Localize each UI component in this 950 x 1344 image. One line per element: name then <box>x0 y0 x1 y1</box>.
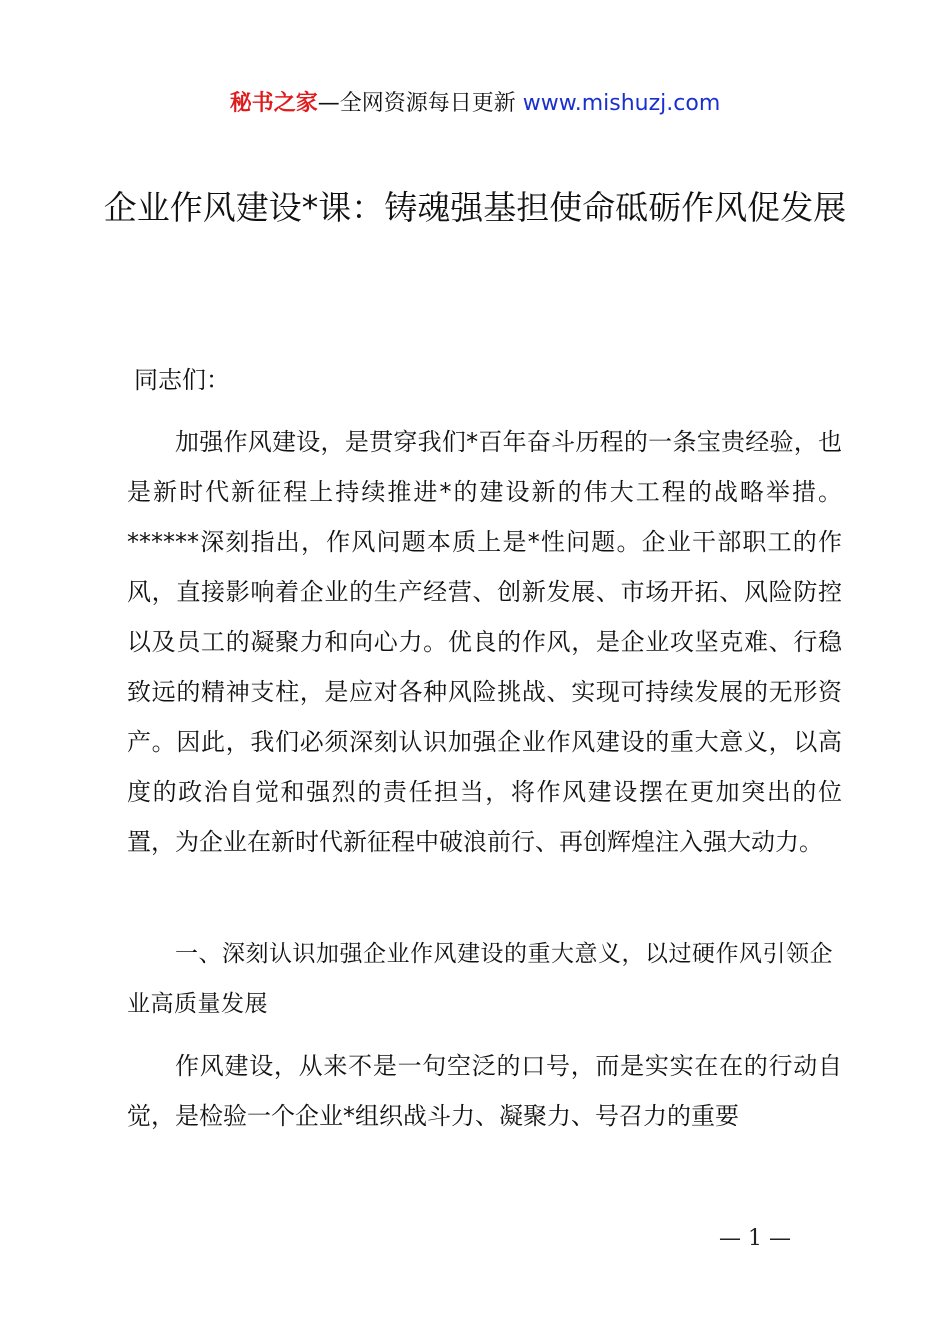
body-paragraph-1: 加强作风建设，是贯穿我们*百年奋斗历程的一条宝贵经验，也是新时代新征程上持续推进*的建设新的伟大工程的战略举措。******深刻指出，作风问题本质上是*性问题。企业干部职工的作风，直接影响着企业的生产经营、创新发展、市场开拓、风险防控以及员工的凝聚力和向心力。优良的作风，是企业攻坚克难、行稳致远的精神支柱，是应对各种风险挑战、实现可持续发展的无形资产。因此，我们必须深刻认识加强企业作风建设的重大意义，以高度的政治自觉和强烈的责任担当，将作风建设摆在更加突出的位置，为企业在新时代新征程中破浪前行、再创辉煌注入强大动力。 <box>127 428 842 856</box>
body-paragraph-2: 作风建设，从来不是一句空泛的口号，而是实实在在的行动自觉，是检验一个企业*组织战斗力、凝聚力、号召力的重要 <box>127 1052 842 1130</box>
header-slogan: —全网资源每日更新 <box>317 91 523 116</box>
site-header <box>0 88 950 120</box>
page-number: — 1 — <box>719 1226 791 1251</box>
site-url-link[interactable]: www.mishuzj.com <box>522 91 721 116</box>
salutation: 同志们： <box>134 366 230 394</box>
brand-name: 秘书之家 <box>229 91 318 116</box>
section-heading-1: 一、深刻认识加强企业作风建设的重大意义，以过硬作风引领企业高质量发展 <box>127 941 833 1017</box>
document-title: 企业作风建设*课：铸魂强基担使命砥砺作风促发展 <box>103 188 847 227</box>
